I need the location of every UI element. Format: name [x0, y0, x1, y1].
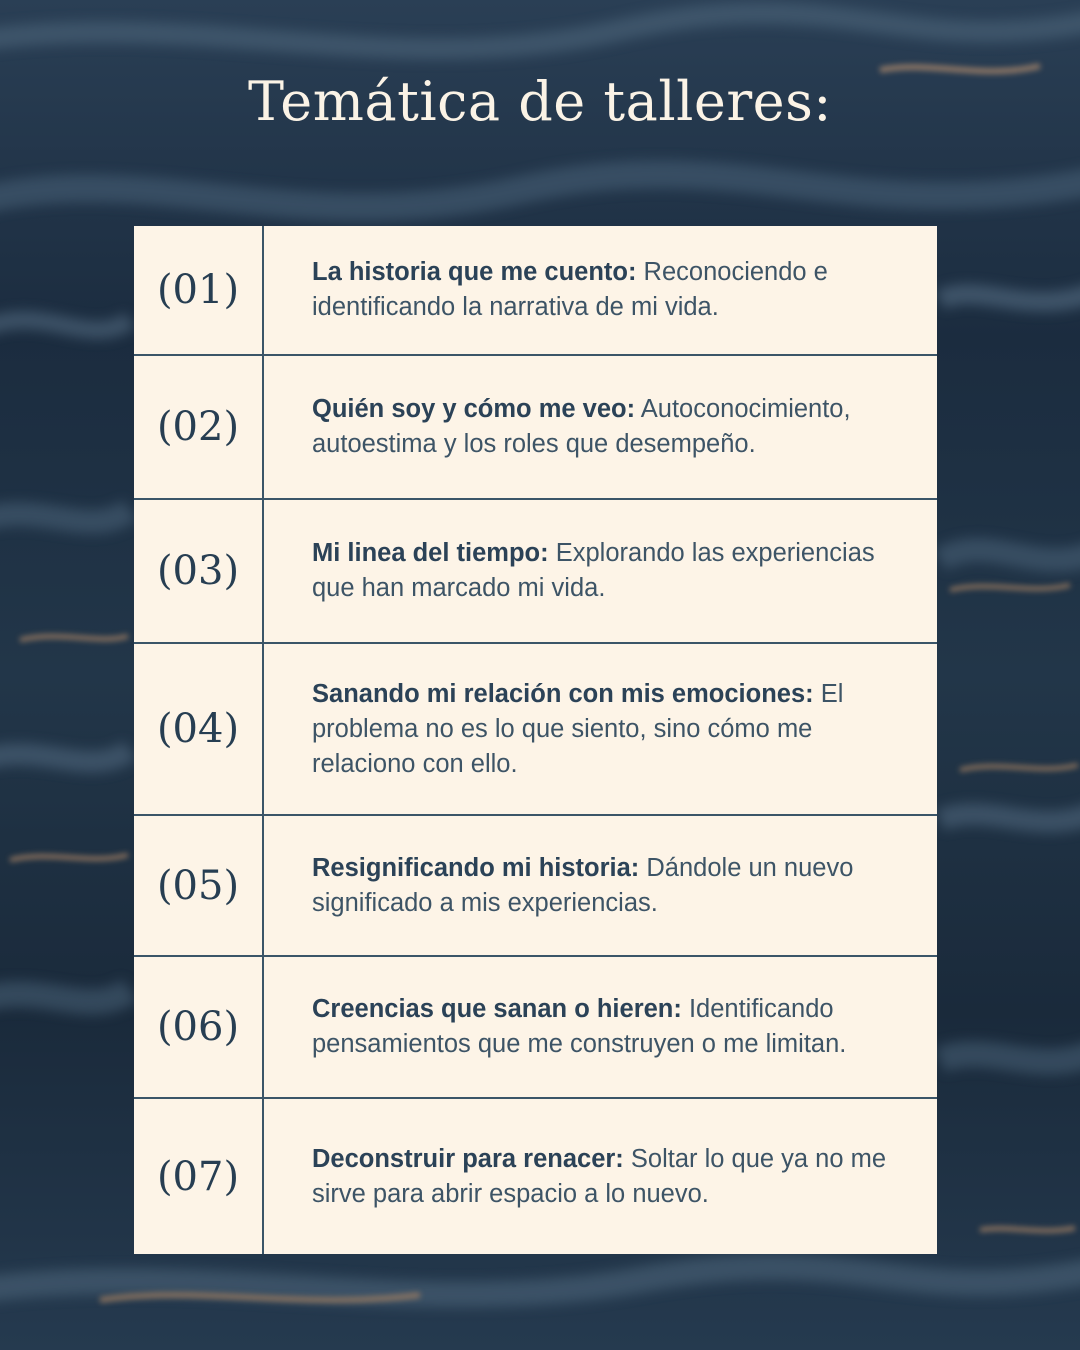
row-heading: Quién soy y cómo me veo:	[312, 395, 636, 423]
row-text: Identificando pensamientos que me construyen o me limitan.	[312, 995, 847, 1058]
row-description	[264, 816, 937, 955]
row-text: Reconociendo e identificando la narrativa de mi vida.	[312, 258, 828, 321]
page-title: Temática de talleres:	[247, 70, 832, 133]
row-number: (06)	[134, 957, 264, 1097]
table-row	[134, 816, 937, 957]
table-row	[134, 500, 937, 644]
row-text: Dándole un nuevo significado a mis experiencias.	[312, 853, 854, 917]
row-number: (02)	[134, 356, 264, 498]
workshop-table	[134, 226, 937, 1254]
row-number: (03)	[134, 500, 264, 642]
row-number: (07)	[134, 1099, 264, 1254]
row-heading: Deconstruir para renacer:	[312, 1144, 624, 1173]
row-heading: La historia que me cuento:	[312, 258, 637, 286]
row-description	[264, 226, 937, 354]
row-number: (01)	[134, 226, 264, 354]
table-row	[134, 226, 937, 356]
row-text: Explorando las experiencias que han marcado mi vida.	[312, 539, 875, 602]
row-heading: Sanando mi relación con mis emociones:	[312, 679, 814, 708]
row-description	[264, 356, 937, 498]
row-number: (05)	[134, 816, 264, 955]
table-row	[134, 957, 937, 1099]
row-text: El problema no es lo que siento, sino cómo me relaciono con ello.	[312, 679, 844, 778]
row-number: (04)	[134, 644, 264, 814]
row-description	[264, 1099, 937, 1254]
row-heading: Creencias que sanan o hieren:	[312, 995, 682, 1023]
row-heading: Resignificando mi historia:	[312, 853, 640, 882]
row-description	[264, 500, 937, 642]
row-description	[264, 644, 937, 814]
row-description	[264, 957, 937, 1097]
row-heading: Mi linea del tiempo:	[312, 539, 549, 567]
row-text: Autoconocimiento, autoestima y los roles que desempeño.	[312, 395, 851, 458]
table-row	[134, 356, 937, 500]
table-row	[134, 1099, 937, 1254]
table-row	[134, 644, 937, 816]
row-text: Soltar lo que ya no me sirve para abrir espacio a lo nuevo.	[312, 1144, 887, 1208]
